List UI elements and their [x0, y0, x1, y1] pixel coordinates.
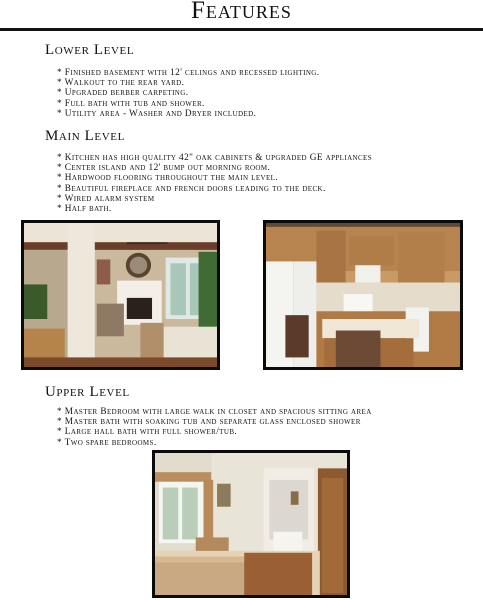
- list-item: * Beautiful fireplace and french doors leading to the deck.: [57, 184, 372, 194]
- lower-level-heading: Lower Level: [45, 42, 135, 58]
- list-item: * Center island and 12' bump out morning room.: [57, 163, 372, 173]
- bedroom-image: [155, 453, 347, 595]
- upper-level-heading: Upper Level: [45, 384, 130, 400]
- list-item: * Large hall bath with full shower/tub.: [57, 427, 372, 437]
- upper-level-list: [57, 407, 372, 448]
- living-room-image: [24, 223, 217, 367]
- list-item: * Wired alarm system: [57, 194, 372, 204]
- list-item: * Half bath.: [57, 204, 372, 214]
- list-item: * Utility area - Washer and Dryer included.: [57, 109, 319, 119]
- living-room-photo: [21, 220, 220, 370]
- kitchen-image: [266, 223, 460, 367]
- list-item: * Kitchen has high quality 42" oak cabinets & upgraded GE appliances: [57, 153, 372, 163]
- main-level-heading: Main Level: [45, 128, 125, 144]
- page-title: Features: [191, 0, 292, 24]
- list-item: * Upgraded berber carpeting.: [57, 88, 319, 98]
- title-rule: [0, 28, 483, 31]
- lower-level-list: [57, 68, 319, 119]
- list-item: * Walkout to the rear yard.: [57, 78, 319, 88]
- kitchen-photo: [263, 220, 463, 370]
- list-item: * Two spare bedrooms.: [57, 438, 372, 448]
- main-level-list: [57, 153, 372, 214]
- list-item: * Full bath with tub and shower.: [57, 99, 319, 109]
- list-item: * Master bath with soaking tub and separate glass enclosed shower: [57, 417, 372, 427]
- list-item: * Finished basement with 12' celings and recessed lighting.: [57, 68, 319, 78]
- list-item: * Master Bedroom with large walk in closet and spacious sitting area: [57, 407, 372, 417]
- list-item: * Hardwood flooring throughout the main level.: [57, 173, 372, 183]
- bedroom-photo: [152, 450, 350, 598]
